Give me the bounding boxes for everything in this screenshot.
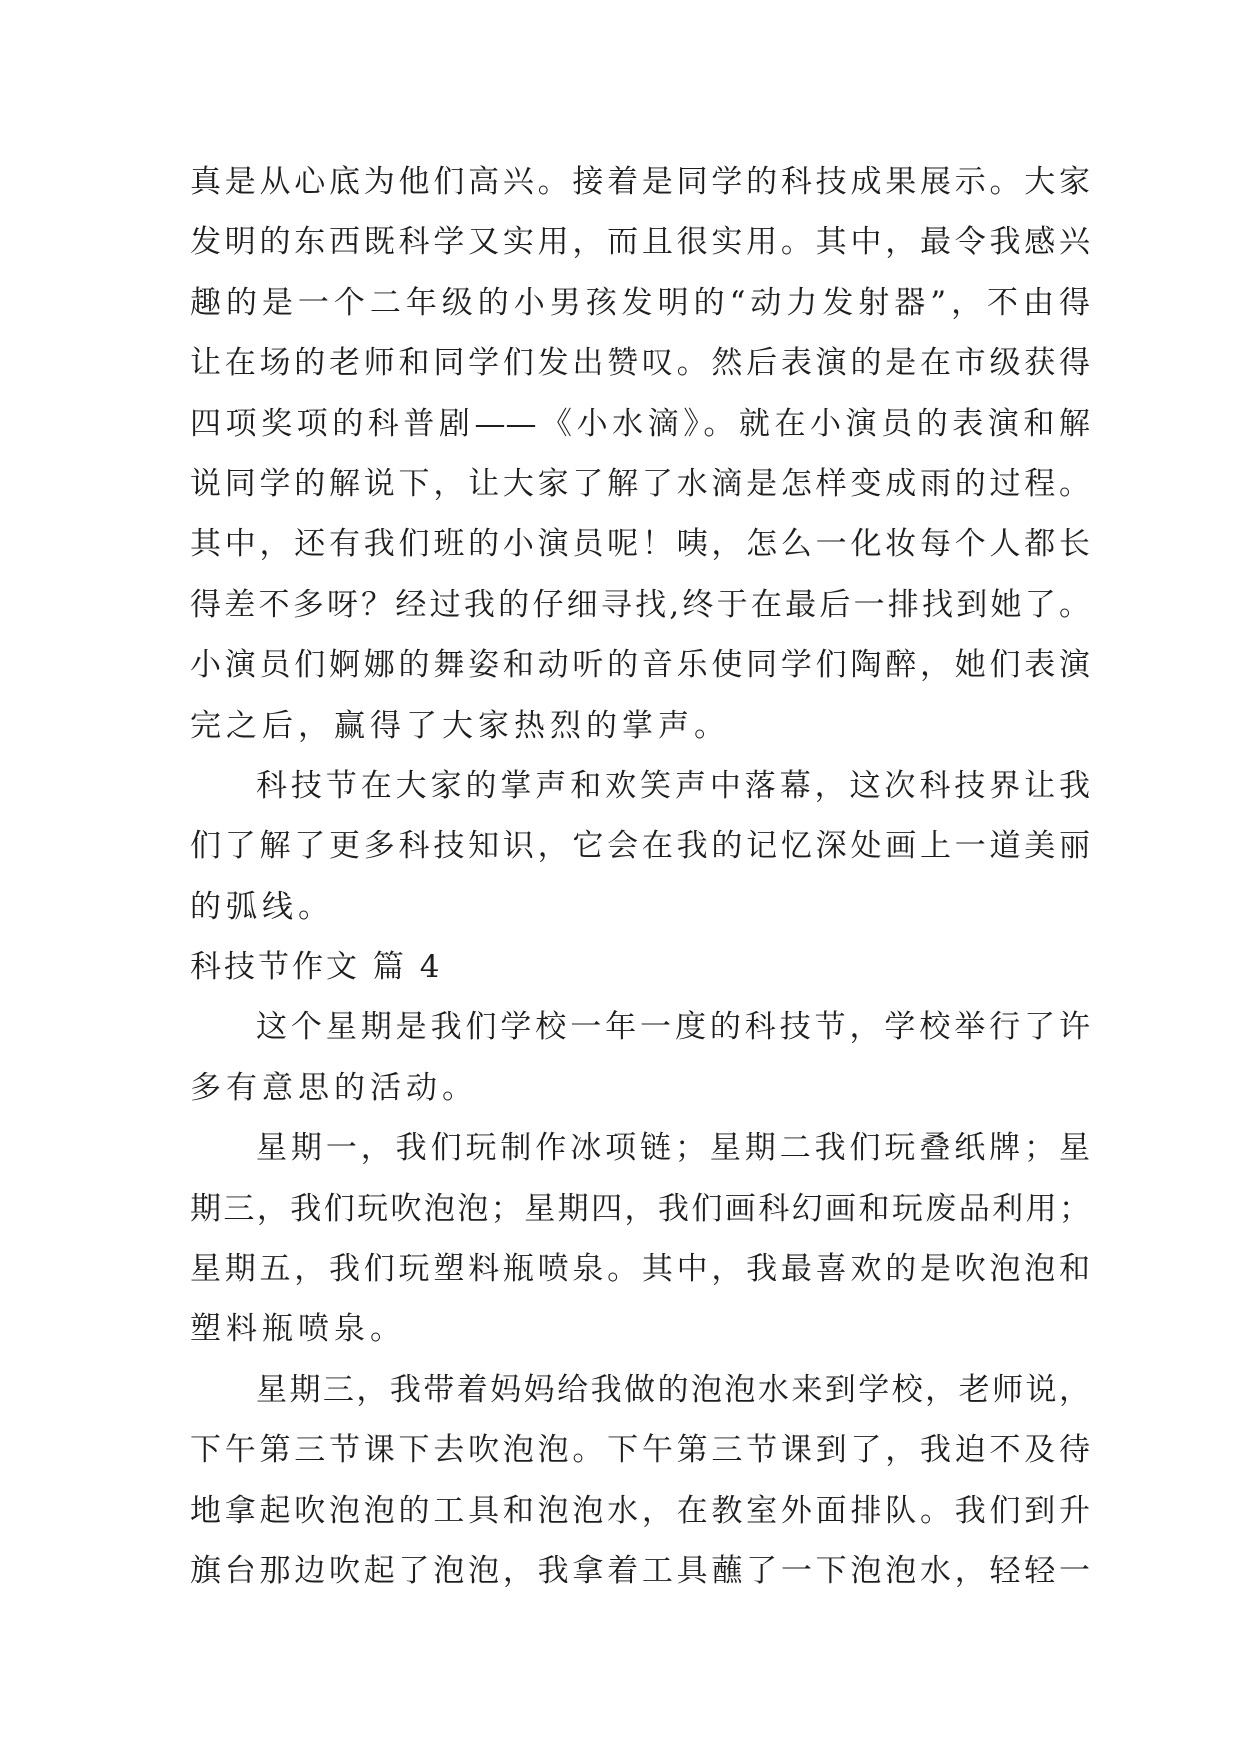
- text-line: 的弧线。: [190, 888, 334, 925]
- text-line: 们了解了更多科技知识，它会在我的记忆深处画上一道美丽: [190, 828, 1090, 865]
- text-line: 期三，我们玩吹泡泡；星期四，我们画科幻画和玩废品利用；: [190, 1190, 1090, 1227]
- text-line: 发明的东西既科学又实用，而且很实用。其中，最令我感兴: [190, 224, 1090, 261]
- paragraph-first-line: 这个星期是我们学校一年一度的科技节，学校举行了许: [256, 1009, 1090, 1046]
- text-line: 得差不多呀？经过我的仔细寻找,终于在最后一排找到她了。: [190, 586, 1090, 623]
- text-line: 塑料瓶喷泉。: [190, 1311, 406, 1348]
- text-line: 小演员们婀娜的舞姿和动听的音乐使同学们陶醉，她们表演: [190, 647, 1090, 684]
- text-line: 让在场的老师和同学们发出赞叹。然后表演的是在市级获得: [190, 345, 1090, 382]
- text-line: 旗台那边吹起了泡泡，我拿着工具蘸了一下泡泡水，轻轻一: [190, 1552, 1090, 1589]
- essay-body: [190, 152, 1090, 1601]
- text-line: 趣的是一个二年级的小男孩发明的“动力发射器”，不由得: [190, 284, 1090, 321]
- text-line: 地拿起吹泡泡的工具和泡泡水，在教室外面排队。我们到升: [190, 1492, 1090, 1529]
- text-line: 说同学的解说下，让大家了解了水滴是怎样变成雨的过程。: [190, 465, 1090, 502]
- paragraph-first-line: 星期一，我们玩制作冰项链；星期二我们玩叠纸牌；星: [256, 1130, 1090, 1167]
- text-line: 多有意思的活动。: [190, 1069, 478, 1106]
- section-heading: 科技节作文 篇 4: [190, 949, 443, 986]
- text-line: 下午第三节课下去吹泡泡。下午第三节课到了，我迫不及待: [190, 1432, 1090, 1469]
- text-line: 完之后，赢得了大家热烈的掌声。: [190, 707, 730, 744]
- text-line: 四项奖项的科普剧——《小水滴》。就在小演员的表演和解: [190, 405, 1090, 442]
- paragraph-first-line: 科技节在大家的掌声和欢笑声中落幕，这次科技界让我: [256, 767, 1090, 804]
- paragraph-first-line: 星期三，我带着妈妈给我做的泡泡水来到学校，老师说，: [256, 1371, 1090, 1408]
- text-line: 真是从心底为他们高兴。接着是同学的科技成果展示。大家: [190, 164, 1090, 200]
- text-line: 其中，还有我们班的小演员呢！咦，怎么一化妆每个人都长: [190, 526, 1090, 563]
- text-line: 星期五，我们玩塑料瓶喷泉。其中，我最喜欢的是吹泡泡和: [190, 1251, 1090, 1288]
